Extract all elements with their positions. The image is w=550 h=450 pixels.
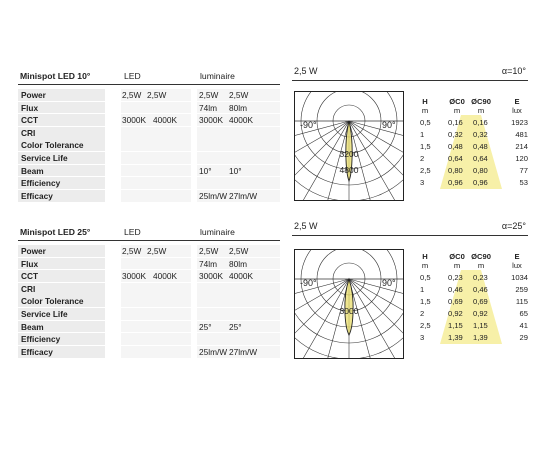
spec-label: Service Life (18, 308, 105, 320)
luminaire-value-1: 2,5W (199, 90, 219, 100)
c0-value: 0,64 (448, 154, 463, 163)
photometry-power: 2,5 W (294, 221, 318, 231)
photometry-row (418, 117, 530, 129)
luminaire-value-2: 2,5W (229, 246, 249, 256)
c0-value: 0,32 (448, 130, 463, 139)
spec-label: Power (18, 245, 105, 257)
c90-value: 1,15 (473, 321, 488, 330)
e-value: 29 (519, 333, 528, 342)
spec-row-color-tolerance (18, 139, 280, 152)
right-angle-label: 90° (382, 120, 396, 130)
spec-label: Efficacy (18, 346, 105, 358)
led-value-1: 3000K (122, 115, 146, 126)
spec-label: Efficacy (18, 190, 105, 202)
e-value: 214 (515, 142, 528, 151)
c90-value: 0,64 (473, 154, 488, 163)
led-column-header: LED (124, 227, 141, 237)
spec-label: Beam (18, 165, 105, 177)
c90-value: 0,96 (473, 178, 488, 187)
spec-row-efficacy (18, 190, 280, 203)
spec-label: Power (18, 89, 105, 101)
spec-row-power (18, 245, 280, 258)
spec-row-flux (18, 102, 280, 115)
h-header: H m (421, 252, 429, 270)
spec-table (18, 226, 280, 358)
c0-value: 1,15 (448, 321, 463, 330)
c0-value: 0,46 (448, 285, 463, 294)
e-header: E lux (512, 97, 522, 115)
h-value: 0,5 (420, 118, 431, 127)
polar-diagram (294, 91, 404, 201)
photometry-row (418, 320, 530, 332)
spec-label: CCT (18, 114, 105, 126)
photometry-row (418, 153, 530, 165)
c0-value: 0,80 (448, 166, 463, 175)
spec-label: Color Tolerance (18, 295, 105, 307)
photometry-table-header (418, 97, 530, 117)
spec-label: Flux (18, 102, 105, 114)
spec-row-flux (18, 258, 280, 271)
c0-value: 0,16 (448, 118, 463, 127)
luminaire-value-1: 74lm (199, 258, 217, 269)
h-value: 1,5 (420, 297, 431, 306)
h-header: H m (421, 97, 429, 115)
e-value: 77 (519, 166, 528, 175)
photometry-row (418, 141, 530, 153)
e-value: 65 (519, 309, 528, 318)
luminaire-value-2: 80lm (229, 102, 247, 113)
spec-label: Flux (18, 258, 105, 270)
c0-header: ØC0 m (449, 252, 465, 270)
e-value: 115 (515, 297, 528, 306)
led-value-2: 2,5W (147, 90, 167, 100)
spec-label: Service Life (18, 152, 105, 164)
photometry-row (418, 165, 530, 177)
c0-value: 0,23 (448, 273, 463, 282)
photometry-row (418, 296, 530, 308)
e-value: 53 (519, 178, 528, 187)
luminaire-value-2: 4000K (229, 271, 253, 282)
spec-label: Efficiency (18, 333, 105, 345)
spec-row-efficacy (18, 346, 280, 359)
ring-label: 4800 (339, 165, 359, 175)
c90-value: 0,80 (473, 166, 488, 175)
c0-header: ØC0 m (449, 97, 465, 115)
c90-header: ØC90 m (471, 252, 491, 270)
h-value: 1,5 (420, 142, 431, 151)
photometry-table (418, 97, 530, 189)
spec-row-cri (18, 283, 280, 296)
e-value: 481 (515, 130, 528, 139)
polar-diagram (294, 249, 404, 359)
photometry-table-header (418, 252, 530, 272)
led-value-2: 2,5W (147, 246, 167, 256)
spec-label: Color Tolerance (18, 139, 105, 151)
led-value-1: 2,5W (122, 246, 142, 256)
c0-value: 1,39 (448, 333, 463, 342)
h-value: 2,5 (420, 166, 431, 175)
spec-label: CRI (18, 127, 105, 139)
c90-value: 0,32 (473, 130, 488, 139)
spec-label: Efficiency (18, 177, 105, 189)
c0-value: 0,92 (448, 309, 463, 318)
photometry-row (418, 129, 530, 141)
photometry-table (418, 252, 530, 344)
c90-value: 0,92 (473, 309, 488, 318)
spec-row-beam (18, 321, 280, 334)
luminaire-value-2: 2,5W (229, 90, 249, 100)
h-value: 3 (420, 178, 425, 187)
c90-value: 0,23 (473, 273, 488, 282)
spec-row-cct (18, 114, 280, 127)
spec-row-cri (18, 127, 280, 140)
luminaire-value-1: 2,5W (199, 246, 219, 256)
beam-angle-label: α=10° (501, 66, 526, 76)
c90-value: 0,46 (473, 285, 488, 294)
led-value-1: 2,5W (122, 90, 142, 100)
c0-value: 0,69 (448, 297, 463, 306)
h-value: 1 (420, 130, 425, 139)
spec-row-power (18, 89, 280, 102)
c90-value: 0,69 (473, 297, 488, 306)
e-value: 120 (515, 154, 528, 163)
spec-label: CCT (18, 270, 105, 282)
luminaire-column-header: luminaire (200, 71, 235, 81)
spec-row-cct (18, 270, 280, 283)
photometry-header (292, 66, 528, 81)
left-angle-label: -90° (300, 278, 317, 288)
photometry-power: 2,5 W (294, 66, 318, 76)
c0-value: 0,48 (448, 142, 463, 151)
ring-label: 3200 (339, 149, 359, 159)
h-value: 3 (420, 333, 425, 342)
photometry-row (418, 284, 530, 296)
luminaire-value-1: 25lm/W (199, 190, 228, 201)
photometry-row (418, 272, 530, 284)
ring-label: 3000 (339, 306, 359, 316)
led-value-2: 4000K (153, 271, 177, 282)
led-value-1: 3000K (122, 271, 146, 282)
spec-row-color-tolerance (18, 295, 280, 308)
c0-value: 0,96 (448, 178, 463, 187)
photometry-row (418, 177, 530, 189)
luminaire-value-1: 25° (199, 321, 212, 332)
h-value: 1 (420, 285, 425, 294)
luminaire-value-2: 4000K (229, 115, 253, 126)
photometry-header (292, 221, 528, 236)
led-value-2: 4000K (153, 115, 177, 126)
h-value: 0,5 (420, 273, 431, 282)
spec-row-service-life (18, 308, 280, 321)
h-value: 2 (420, 309, 425, 318)
e-value: 1923 (511, 118, 528, 127)
right-angle-label: 90° (382, 278, 396, 288)
model-title: Minispot LED 10° (20, 71, 91, 81)
photometry-row (418, 308, 530, 320)
e-header: E lux (512, 252, 522, 270)
spec-row-beam (18, 165, 280, 178)
spec-header (18, 226, 280, 241)
luminaire-value-2: 80lm (229, 258, 247, 269)
spec-label: CRI (18, 283, 105, 295)
e-value: 259 (515, 285, 528, 294)
c90-header: ØC90 m (471, 97, 491, 115)
c90-value: 0,48 (473, 142, 488, 151)
photometry-row (418, 332, 530, 344)
h-value: 2 (420, 154, 425, 163)
c90-value: 1,39 (473, 333, 488, 342)
spec-header (18, 70, 280, 85)
led-column-header: LED (124, 71, 141, 81)
spec-row-service-life (18, 152, 280, 165)
h-value: 2,5 (420, 321, 431, 330)
e-value: 1034 (511, 273, 528, 282)
model-title: Minispot LED 25° (20, 227, 91, 237)
luminaire-value-1: 74lm (199, 102, 217, 113)
luminaire-value-1: 10° (199, 165, 212, 176)
luminaire-column-header: luminaire (200, 227, 235, 237)
spec-table (18, 70, 280, 202)
left-angle-label: -90° (300, 120, 317, 130)
c90-value: 0,16 (473, 118, 488, 127)
luminaire-value-1: 3000K (199, 115, 223, 126)
luminaire-value-1: 3000K (199, 271, 223, 282)
spec-label: Beam (18, 321, 105, 333)
beam-angle-label: α=25° (501, 221, 526, 231)
luminaire-value-2: 10° (229, 165, 242, 176)
luminaire-value-1: 25lm/W (199, 346, 228, 357)
luminaire-value-2: 27lm/W (229, 190, 258, 201)
spec-row-efficiency (18, 333, 280, 346)
luminaire-value-2: 25° (229, 321, 242, 332)
luminaire-value-2: 27lm/W (229, 346, 258, 357)
spec-row-efficiency (18, 177, 280, 190)
e-value: 41 (519, 321, 528, 330)
